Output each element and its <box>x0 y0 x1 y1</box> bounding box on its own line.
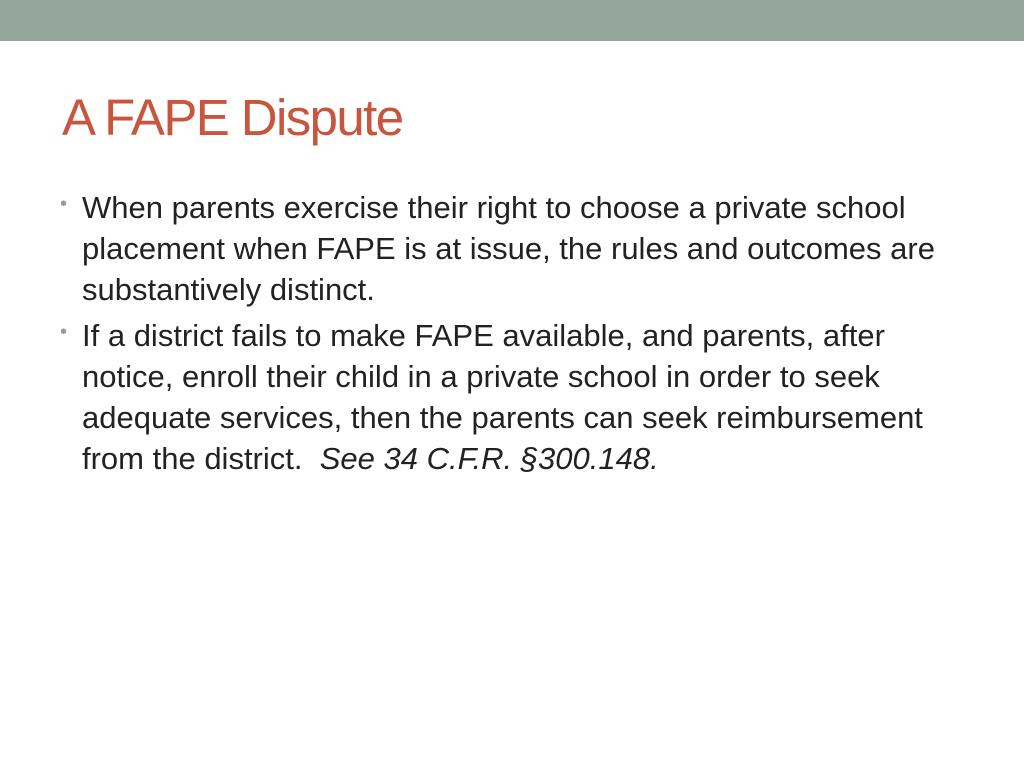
bullet-text: If a district fails to make FAPE available, and parents, after notice, enroll their child in a private school in order to seek adequate services, then the parents can seek reimbursement from the district. <box>82 318 932 476</box>
bullet-item-1 <box>56 187 976 310</box>
bullet-item-2 <box>56 315 976 479</box>
top-band <box>0 0 1024 41</box>
slide-title: A FAPE Dispute <box>62 89 403 146</box>
bullet-icon: • <box>60 321 68 343</box>
bullet-text: When parents exercise their right to choose a private school placement when FAPE is at issue, the rules and outcomes are substantively distinct. <box>82 190 935 307</box>
bullet-citation: See 34 C.F.R. §300.148. <box>319 441 659 476</box>
bullet-list <box>56 187 976 484</box>
bullet-icon: • <box>60 193 68 215</box>
